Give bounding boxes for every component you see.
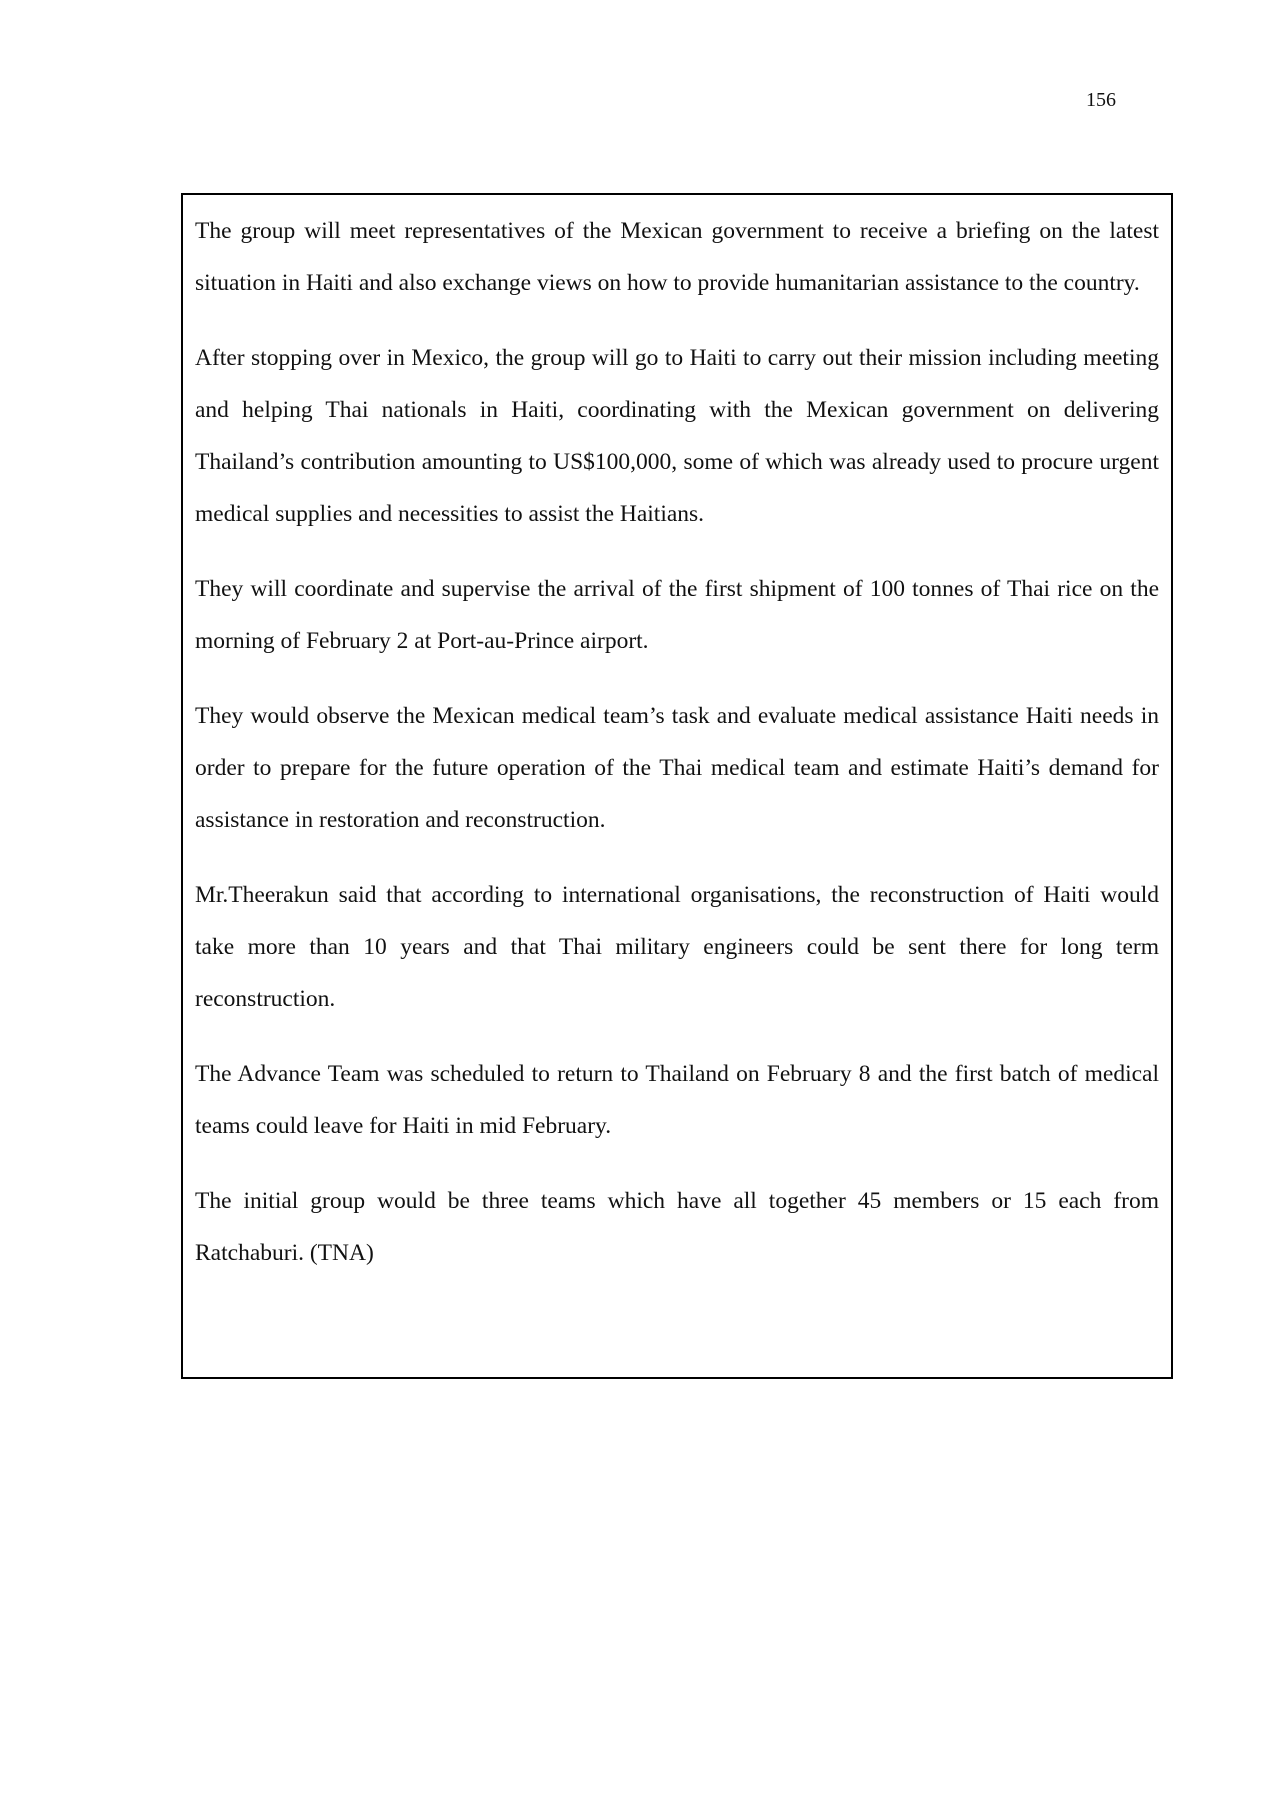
paragraph-mission: After stopping over in Mexico, the group will go to Haiti to carry out their mission including meeting and helping Thai nationals in Haiti, coordinating with the Mexican government on delivering Thailand’s contribution amounting to US$100,000, some of which was already used to procure urgent medical supplies and necessities to assist the Haitians. [195, 345, 1159, 527]
paragraph-initial-group: The initial group would be three teams which have all together 45 members or 15 each from Ratchaburi. (TNA) [195, 1188, 1159, 1266]
paragraph-reconstruction: Mr.Theerakun said that according to international organisations, the reconstruction of Haiti would take more than 10 years and that Thai military engineers could be sent there for long term reconstruction. [195, 882, 1159, 1012]
page-number: 156 [1086, 89, 1116, 111]
article-box [181, 193, 1173, 1379]
paragraph-advance-team: The Advance Team was scheduled to return to Thailand on February 8 and the first batch of medical teams could leave for Haiti in mid February. [195, 1061, 1159, 1139]
paragraph-briefing: The group will meet representatives of the Mexican government to receive a briefing on the latest situation in Haiti and also exchange views on how to provide humanitarian assistance to the country. [195, 218, 1159, 296]
paragraph-medical-team: They would observe the Mexican medical team’s task and evaluate medical assistance Haiti needs in order to prepare for the future operation of the Thai medical team and estimate Haiti’s demand for assistance in restoration and reconstruction. [195, 703, 1159, 833]
paragraph-rice-shipment: They will coordinate and supervise the arrival of the first shipment of 100 tonnes of Thai rice on the morning of February 2 at Port-au-Prince airport. [195, 576, 1159, 654]
